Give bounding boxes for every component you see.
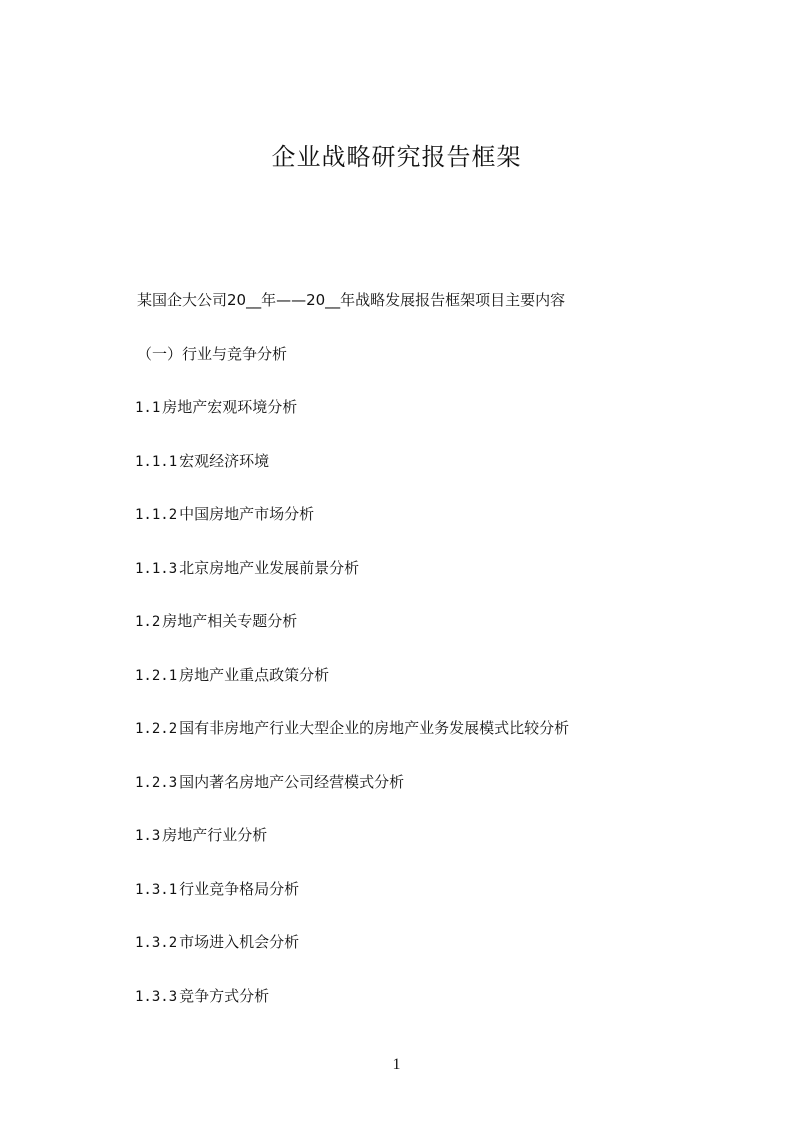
outline-text: （一）行业与竞争分析 [137, 344, 288, 363]
outline-line [135, 931, 755, 985]
outline-text: 北京房地产业发展前景分析 [179, 558, 360, 577]
outline-line [135, 985, 755, 1039]
outline-number: 1.1 [135, 400, 161, 416]
outline-line [135, 450, 755, 504]
outline-text: 市场进入机会分析 [179, 933, 300, 951]
outline-number: 1.1.2 [135, 507, 178, 523]
outline-text: 国内著名房地产公司经营模式分析 [179, 772, 405, 791]
outline-text: 某国企大公司20__年——20__年战略发展报告框架项目主要内容 [137, 291, 566, 309]
outline-text: 房地产业重点政策分析 [179, 665, 330, 684]
outline-number: 1.1.3 [135, 560, 178, 577]
document-title: 企业战略研究报告框架 [271, 143, 522, 171]
outline-text: 竞争方式分析 [179, 986, 270, 1005]
outline-number: 1.2.1 [135, 667, 178, 684]
outline-line [135, 289, 755, 343]
outline-text: 房地产相关专题分析 [162, 612, 298, 630]
outline-number: 1.3 [135, 828, 161, 844]
outline-text: 宏观经济环境 [179, 451, 270, 470]
outline-list [135, 289, 755, 1038]
outline-line [135, 878, 755, 932]
outline-line [135, 343, 755, 397]
outline-text: 房地产宏观环境分析 [162, 398, 298, 416]
outline-text: 中国房地产市场分析 [179, 505, 315, 523]
outline-text: 房地产行业分析 [162, 826, 268, 844]
outline-line [135, 664, 755, 718]
outline-line [135, 396, 755, 450]
outline-number: 1.2 [135, 614, 161, 630]
outline-line [135, 717, 755, 771]
outline-text: 国有非房地产行业大型企业的房地产业务发展模式比较分析 [179, 719, 570, 737]
outline-number: 1.2.3 [135, 774, 178, 791]
outline-number: 1.3.2 [135, 935, 178, 951]
outline-line [135, 557, 755, 611]
outline-line [135, 824, 755, 878]
outline-number: 1.3.3 [135, 988, 178, 1005]
outline-number: 1.2.2 [135, 721, 178, 737]
outline-line [135, 503, 755, 557]
outline-line [135, 771, 755, 825]
outline-text: 行业竞争格局分析 [179, 879, 300, 898]
outline-number: 1.3.1 [135, 881, 178, 898]
outline-number: 1.1.1 [135, 453, 178, 470]
page-number: 1 [392, 1056, 401, 1073]
outline-line [135, 610, 755, 664]
